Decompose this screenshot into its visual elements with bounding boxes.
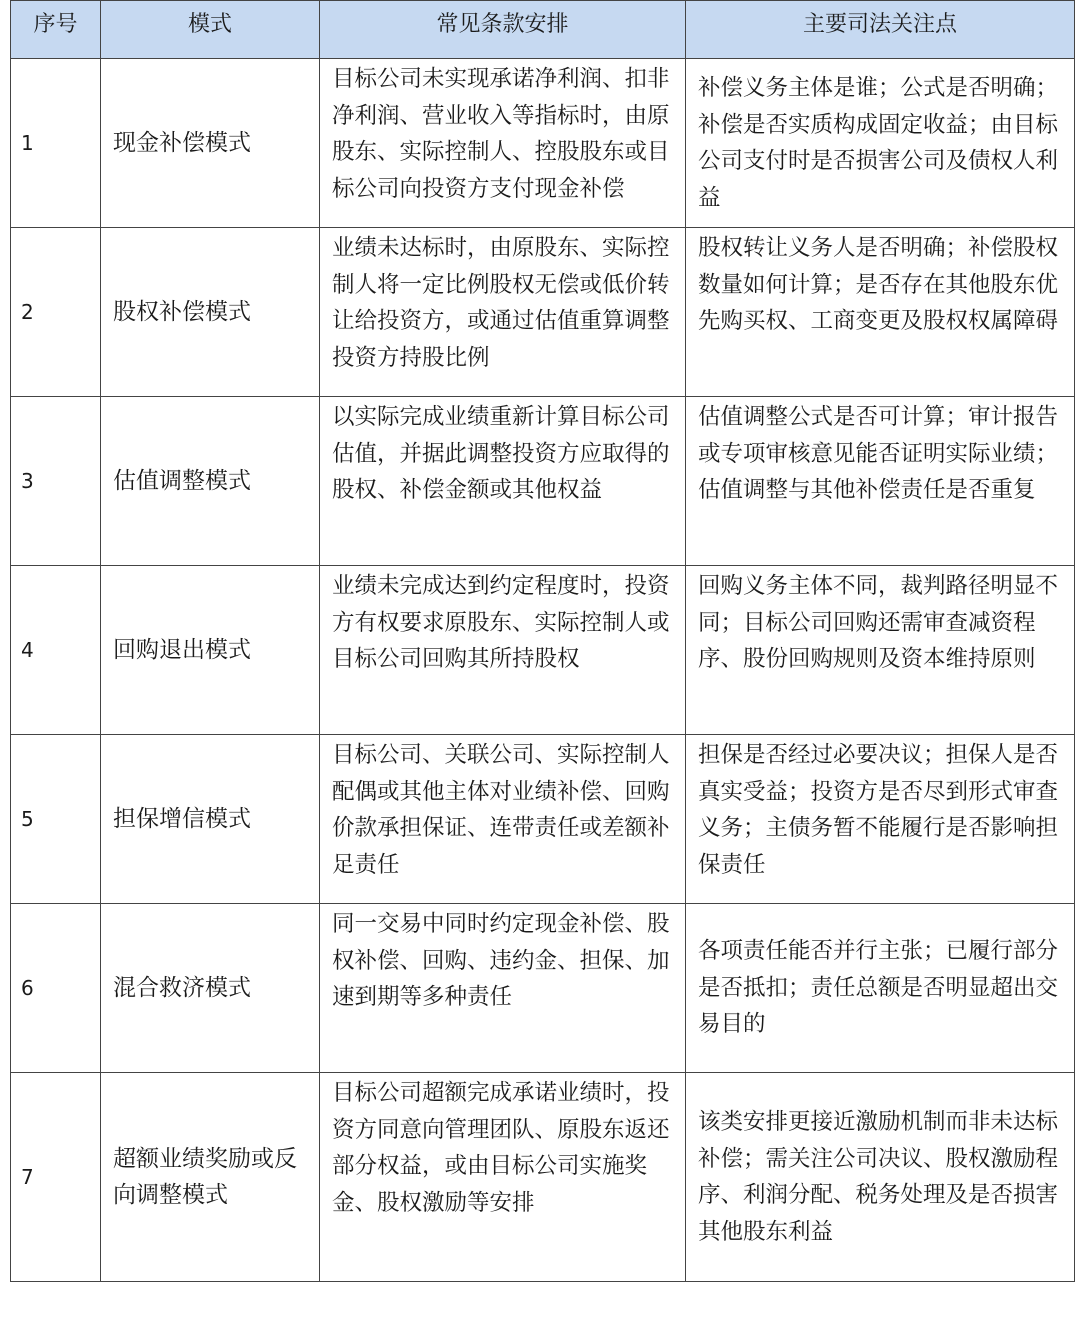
table-row (11, 904, 1075, 1073)
row-mode: 回购退出模式 (101, 566, 320, 735)
row-focus: 回购义务主体不同，裁判路径明显不同；目标公司回购还需审查减资程序、股份回购规则及资本维持原则 (686, 566, 1075, 735)
row-clause: 目标公司超额完成承诺业绩时，投资方同意向管理团队、原股东返还部分权益，或由目标公司实施奖金、股权激励等安排 (320, 1073, 686, 1282)
table-row (11, 566, 1075, 735)
row-clause: 业绩未完成达到约定程度时，投资方有权要求原股东、实际控制人或目标公司回购其所持股权 (320, 566, 686, 735)
row-mode: 混合救济模式 (101, 904, 320, 1073)
row-mode: 担保增信模式 (101, 735, 320, 904)
header-num: 序号 (11, 1, 101, 59)
row-number: 4 (11, 566, 101, 735)
row-mode: 现金补偿模式 (101, 59, 320, 228)
row-number: 7 (11, 1073, 101, 1282)
table-row (11, 735, 1075, 904)
header-mode: 模式 (101, 1, 320, 59)
row-number: 6 (11, 904, 101, 1073)
row-number: 2 (11, 228, 101, 397)
row-focus: 补偿义务主体是谁；公式是否明确；补偿是否实质构成固定收益；由目标公司支付时是否损害公司及债权人利益 (686, 59, 1075, 228)
row-clause: 业绩未达标时，由原股东、实际控制人将一定比例股权无偿或低价转让给投资方，或通过估值重算调整投资方持股比例 (320, 228, 686, 397)
row-focus: 估值调整公式是否可计算；审计报告或专项审核意见能否证明实际业绩；估值调整与其他补偿责任是否重复 (686, 397, 1075, 566)
row-number: 5 (11, 735, 101, 904)
row-clause: 目标公司、关联公司、实际控制人配偶或其他主体对业绩补偿、回购价款承担保证、连带责任或差额补足责任 (320, 735, 686, 904)
row-number: 3 (11, 397, 101, 566)
row-clause: 目标公司未实现承诺净利润、扣非净利润、营业收入等指标时，由原股东、实际控制人、控股股东或目标公司向投资方支付现金补偿 (320, 59, 686, 228)
row-focus: 股权转让义务人是否明确；补偿股权数量如何计算；是否存在其他股东优先购买权、工商变更及股权权属障碍 (686, 228, 1075, 397)
header-row (11, 1, 1075, 59)
row-focus: 各项责任能否并行主张；已履行部分是否抵扣；责任总额是否明显超出交易目的 (686, 904, 1075, 1073)
table-row (11, 397, 1075, 566)
row-mode: 股权补偿模式 (101, 228, 320, 397)
row-clause: 以实际完成业绩重新计算目标公司估值，并据此调整投资方应取得的股权、补偿金额或其他权益 (320, 397, 686, 566)
header-focus: 主要司法关注点 (686, 1, 1075, 59)
row-focus: 担保是否经过必要决议；担保人是否真实受益；投资方是否尽到形式审查义务；主债务暂不能履行是否影响担保责任 (686, 735, 1075, 904)
header-clause: 常见条款安排 (320, 1, 686, 59)
table-row (11, 59, 1075, 228)
table-row (11, 1073, 1075, 1282)
row-mode: 超额业绩奖励或反向调整模式 (101, 1073, 320, 1282)
terms-table (10, 0, 1075, 1282)
row-mode: 估值调整模式 (101, 397, 320, 566)
row-clause: 同一交易中同时约定现金补偿、股权补偿、回购、违约金、担保、加速到期等多种责任 (320, 904, 686, 1073)
row-number: 1 (11, 59, 101, 228)
table-row (11, 228, 1075, 397)
row-focus: 该类安排更接近激励机制而非未达标补偿；需关注公司决议、股权激励程序、利润分配、税务处理及是否损害其他股东利益 (686, 1073, 1075, 1282)
